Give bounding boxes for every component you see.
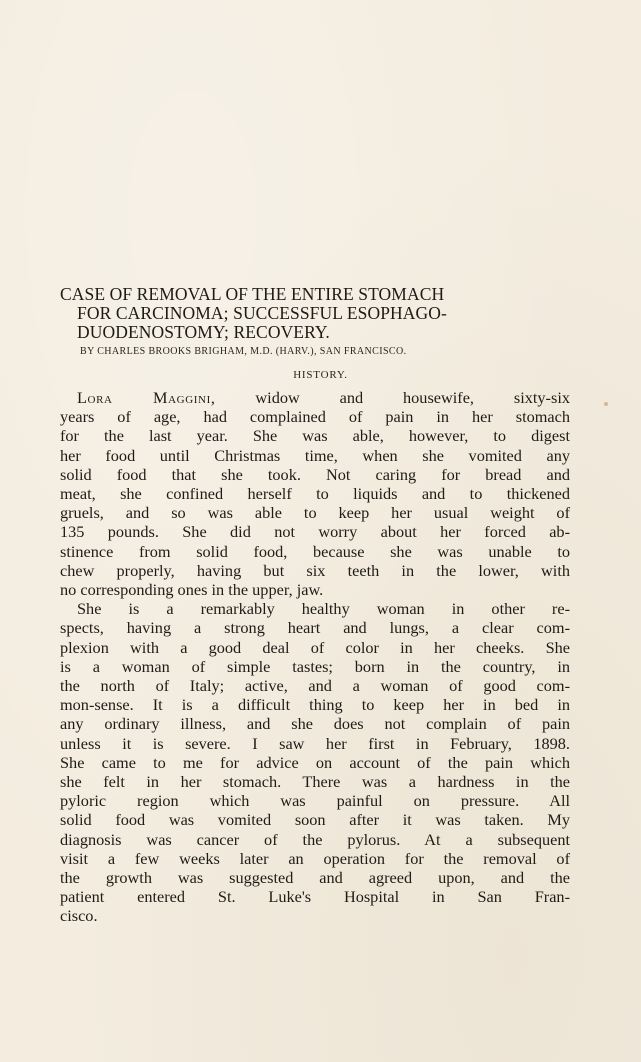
text-line: gruels, and so was able to keep her usual weight of <box>60 503 570 523</box>
text-line: stinence from solid food, because she was unable to <box>60 541 570 561</box>
title-line: CASE OF REMOVAL OF THE ENTIRE STOMACH <box>60 284 445 304</box>
text-line: chew properly, having but six teeth in the lower, with <box>60 560 570 580</box>
title-line: DUODENOSTOMY; RECOVERY. <box>77 322 330 342</box>
section-heading: HISTORY. <box>293 369 348 381</box>
text-line-content: widow and housewife, sixty-six <box>215 388 570 407</box>
text-line: solid food was vomited soon after it was taken. My <box>60 810 570 830</box>
text-line: the growth was suggested and agreed upon, and the <box>60 868 570 888</box>
text-line: visit a few weeks later an operation for the removal of <box>60 848 570 868</box>
text-line: the north of Italy; active, and a woman of good com- <box>60 676 570 696</box>
text-line: years of age, had complained of pain in her stomach <box>60 407 570 427</box>
text-line: no corresponding ones in the upper, jaw. <box>60 580 324 600</box>
article-title <box>60 285 600 342</box>
text-line: patient entered St. Luke's Hospital in San Fran- <box>60 887 570 907</box>
title-line: FOR CARCINOMA; SUCCESSFUL ESOPHAGO- <box>77 303 447 323</box>
body-text <box>60 388 570 926</box>
text-line: 135 pounds. She did not worry about her forced ab- <box>60 522 570 542</box>
text-line <box>60 388 570 407</box>
text-line: mon-sense. It is a difficult thing to keep her in bed in <box>60 695 570 715</box>
patient-name: Lora Maggini, <box>77 388 216 407</box>
text-line: cisco. <box>60 906 98 926</box>
text-line: pyloric region which was painful on pressure. All <box>60 791 570 811</box>
text-line: solid food that she took. Not caring for bread and <box>60 464 570 484</box>
text-line: unless it is severe. I saw her first in February, 1898. <box>60 733 570 753</box>
text-line: she felt in her stomach. There was a hardness in the <box>60 772 570 792</box>
text-line: any ordinary illness, and she does not complain of pain <box>60 714 570 734</box>
paper-speck <box>604 402 608 406</box>
text-line: for the last year. She was able, however, to digest <box>60 426 570 446</box>
text-line: meat, she confined herself to liquids and to thickened <box>60 484 570 504</box>
text-line: diagnosis was cancer of the pylorus. At a subsequent <box>60 829 570 849</box>
text-line: spects, having a strong heart and lungs, a clear com- <box>60 618 570 638</box>
text-line: She came to me for advice on account of the pain which <box>60 752 570 772</box>
text-line: plexion with a good deal of color in her cheeks. She <box>60 637 570 657</box>
text-line: is a woman of simple tastes; born in the country, in <box>60 656 570 676</box>
text-line: her food until Christmas time, when she vomited any <box>60 445 570 465</box>
author-byline: BY CHARLES BROOKS BRIGHAM, M.D. (HARV.), SAN FRANCISCO. <box>80 346 407 357</box>
text-line: She is a remarkably healthy woman in other re- <box>77 599 570 619</box>
